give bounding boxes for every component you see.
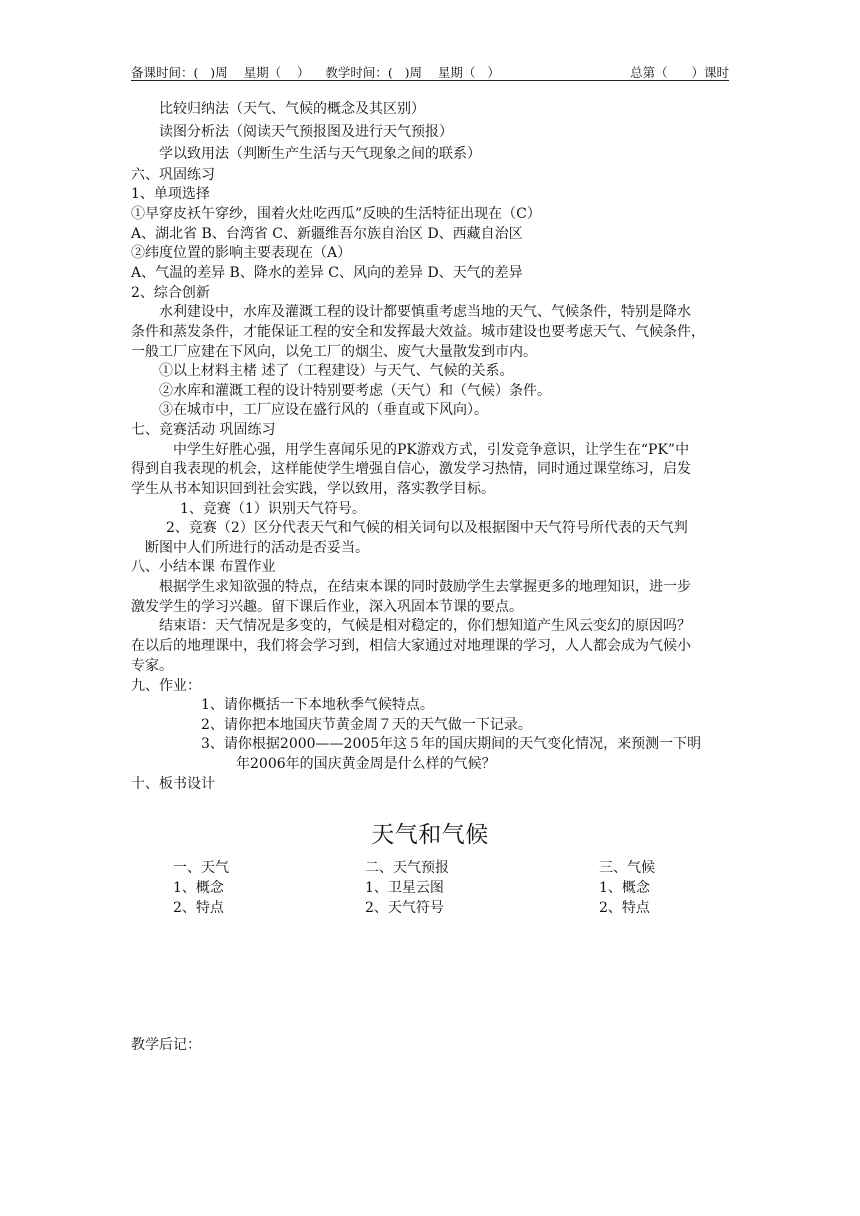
teaching-reflection-label: 教学后记： [131,1037,201,1053]
board-col3-item: 1、概念 [599,880,650,896]
header-total-lesson: 总第（ ）课时 [630,65,729,80]
homework-item-continued: 年2006年的国庆黄金周是什么样的气候？ [236,756,496,772]
section-heading-7: 七、竞赛活动 巩固练习 [131,422,276,438]
method-compare: 比较归纳法（天气、气候的概念及其区别） [159,101,425,117]
header-lesson-time: 备课时间：( )周 星期（ ） 教学时间：( )周 星期（ ） [131,65,500,80]
answer-line: ③在城市中，工厂应设在盛行风的（垂直或下风向）。 [159,402,488,418]
homework-item: 2、请你把本地国庆节黄金周７天的天气做一下记录。 [201,717,532,733]
homework-item: 3、请你根据2000——2005年这５年的国庆期间的天气变化情况，来预测一下明 [201,736,702,752]
contest-item: 2、竞赛（2）区分代表天气和气候的相关词句以及根据图中天气符号所代表的天气判 [166,520,688,536]
paragraph-line: 条件和蒸发条件，才能保证工程的安全和发挥最大效益。城市建设也要考虑天气、气候条件， [131,324,705,340]
paragraph-line: 得到自我表现的机会，这样能使学生增强自信心，激发学习热情，同时通过课堂练习，启发 [131,461,691,477]
section-heading-9: 九、作业： [131,678,201,694]
question-2: ②纬度位置的影响主要表现在（A） [131,245,352,261]
paragraph-line: 中学生好胜心强，用学生喜闻乐见的PK游戏方式，引发竞争意识，让学生在“PK”中 [173,442,690,458]
page-header [131,60,729,81]
contest-item: 1、竞赛（1）识别天气符号。 [180,501,366,517]
board-col1-heading: 一、天气 [173,860,229,876]
homework-item: 1、请你概括一下本地秋季气候特点。 [201,697,434,713]
subheading-innovation: 2、综合创新 [131,285,210,301]
board-col2-item: 1、卫星云图 [365,880,444,896]
paragraph-line: 一般工厂应建在下风向，以免工厂的烟尘、废气大量散发到市内。 [131,344,537,360]
method-read-map: 读图分析法（阅读天气预报图及进行天气预报） [159,124,453,140]
paragraph-line: 专家。 [131,658,173,674]
answer-line: ①以上材料主楮 述了（工程建设）与天气、气候的关系。 [159,363,514,379]
board-col2-item: 2、天气符号 [365,900,444,916]
board-col1-item: 1、概念 [173,880,224,896]
paragraph-line: 激发学生的学习兴趣。留下课后作业，深入巩固本节课的要点。 [131,599,523,615]
paragraph-line: 水利建设中，水库及灌溉工程的设计都要慎重考虑当地的天气、气候条件，特别是降水 [159,304,691,320]
paragraph-line: 根据学生求知欲强的特点，在结束本课的同时鼓励学生去掌握更多的地理知识，进一步 [159,579,691,595]
section-heading-10: 十、板书设计 [131,776,215,792]
section-heading-6: 六、巩固练习 [131,167,215,183]
paragraph-line: 在以后的地理课中，我们将会学习到，相信大家通过对地理课的学习，人人都会成为气候小 [131,638,691,654]
contest-item-continued: 断图中人们所进行的活动是否妥当。 [145,540,369,556]
question-1: ①早穿皮袄午穿纱，围着火灶吃西瓜”反映的生活特征出现在（C） [131,206,541,222]
board-col3-item: 2、特点 [599,900,650,916]
subheading-single-choice: 1、单项选择 [131,186,210,202]
paragraph-line: 结束语：天气情况是多变的，气候是相对稳定的，你们想知道产生风云变幻的原因吗？ [159,618,691,634]
board-title: 天气和气候 [371,822,489,848]
paragraph-line: 学生从书本知识回到社会实践，学以致用，落实教学目标。 [131,481,495,497]
section-heading-8: 八、小结本课 布置作业 [131,559,276,575]
board-col1-item: 2、特点 [173,900,224,916]
method-apply: 学以致用法（判断生产生活与天气现象之间的联系） [159,146,481,162]
board-col3-heading: 三、气候 [599,860,655,876]
answer-line: ②水库和灌溉工程的设计特别要考虑（天气）和（气候）条件。 [159,383,551,399]
board-col2-heading: 二、天气预报 [365,860,449,876]
question-2-options: A、气温的差异 B、降水的差异 C、风向的差异 D、天气的差异 [131,265,523,281]
question-1-options: A、湖北省 B、台湾省 C、新疆维吾尔族自治区 D、西藏自治区 [131,226,523,242]
